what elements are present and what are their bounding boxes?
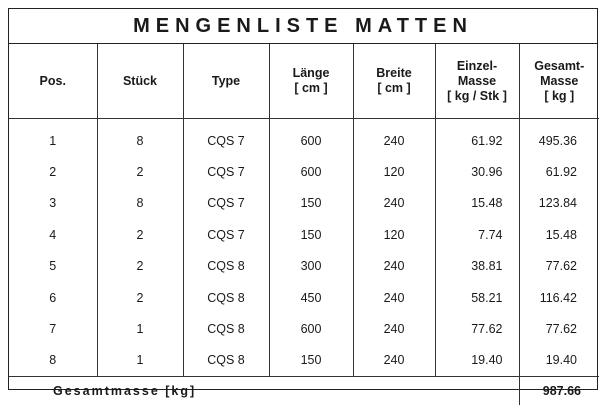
cell-gesamtmasse: 19.40 xyxy=(519,345,599,377)
cell-stueck: 1 xyxy=(97,345,183,377)
cell-einzelmasse: 15.48 xyxy=(435,188,519,219)
cell-einzelmasse: 30.96 xyxy=(435,156,519,187)
cell-pos: 8 xyxy=(49,353,57,368)
header-pos: Pos. xyxy=(9,44,97,119)
table-row xyxy=(9,188,599,219)
cell-breite: 240 xyxy=(353,119,435,157)
cell-breite: 240 xyxy=(353,313,435,344)
header-einzelmasse: Einzel- Masse [ kg / Stk ] xyxy=(435,44,519,119)
cell-einzelmasse: 7.74 xyxy=(435,219,519,250)
cell-type: CQS 8 xyxy=(183,345,269,377)
cell-einzelmasse: 58.21 xyxy=(435,282,519,313)
table-row xyxy=(9,251,599,282)
cell-laenge: 600 xyxy=(269,156,353,187)
cell-breite: 240 xyxy=(353,188,435,219)
cell-stueck: 2 xyxy=(97,156,183,187)
cell-pos: 5 xyxy=(49,259,57,274)
cell-pos: 4 xyxy=(49,227,57,242)
cell-laenge: 600 xyxy=(269,313,353,344)
cell-pos: 7 xyxy=(49,322,57,337)
cell-stueck: 2 xyxy=(97,282,183,313)
table-row xyxy=(9,156,599,187)
cell-pos: 1 xyxy=(49,133,57,148)
cell-gesamtmasse: 123.84 xyxy=(519,188,599,219)
title-row xyxy=(9,9,597,44)
cell-einzelmasse: 19.40 xyxy=(435,345,519,377)
cell-gesamtmasse: 61.92 xyxy=(519,156,599,187)
header-gesamtmasse: Gesamt- Masse [ kg ] xyxy=(519,44,599,119)
cell-breite: 240 xyxy=(353,251,435,282)
cell-einzelmasse: 38.81 xyxy=(435,251,519,282)
cell-breite: 120 xyxy=(353,156,435,187)
cell-gesamtmasse: 77.62 xyxy=(519,251,599,282)
header-breite: Breite [ cm ] xyxy=(353,44,435,119)
cell-laenge: 150 xyxy=(269,188,353,219)
cell-stueck: 8 xyxy=(97,188,183,219)
cell-einzelmasse: 77.62 xyxy=(435,313,519,344)
mats-table xyxy=(9,44,599,405)
cell-laenge: 300 xyxy=(269,251,353,282)
cell-breite: 240 xyxy=(353,345,435,377)
cell-stueck: 8 xyxy=(97,119,183,157)
table-row xyxy=(9,119,599,157)
cell-type: CQS 7 xyxy=(183,156,269,187)
cell-type: CQS 7 xyxy=(183,219,269,250)
cell-einzelmasse: 61.92 xyxy=(435,119,519,157)
cell-breite: 120 xyxy=(353,219,435,250)
page-title: MENGENLISTE MATTEN xyxy=(133,14,473,37)
table-row xyxy=(9,282,599,313)
quantity-list-sheet xyxy=(8,8,598,399)
cell-gesamtmasse: 77.62 xyxy=(519,313,599,344)
cell-type: CQS 7 xyxy=(183,188,269,219)
cell-stueck: 2 xyxy=(97,251,183,282)
cell-type: CQS 7 xyxy=(183,119,269,157)
cell-pos: 6 xyxy=(49,290,57,305)
table-row xyxy=(9,345,599,377)
cell-pos: 2 xyxy=(49,165,57,180)
cell-stueck: 2 xyxy=(97,219,183,250)
cell-laenge: 600 xyxy=(269,119,353,157)
header-row xyxy=(9,44,599,119)
total-value: 987.66 xyxy=(519,377,599,405)
table-row xyxy=(9,313,599,344)
header-type: Type xyxy=(183,44,269,119)
cell-type: CQS 8 xyxy=(183,282,269,313)
total-row xyxy=(9,377,599,405)
cell-gesamtmasse: 15.48 xyxy=(519,219,599,250)
cell-type: CQS 8 xyxy=(183,251,269,282)
cell-type: CQS 8 xyxy=(183,313,269,344)
cell-laenge: 150 xyxy=(269,345,353,377)
table-row xyxy=(9,219,599,250)
cell-laenge: 450 xyxy=(269,282,353,313)
cell-gesamtmasse: 495.36 xyxy=(519,119,599,157)
cell-gesamtmasse: 116.42 xyxy=(519,282,599,313)
cell-breite: 240 xyxy=(353,282,435,313)
cell-stueck: 1 xyxy=(97,313,183,344)
total-label: Gesamtmasse [kg] xyxy=(9,377,519,405)
cell-laenge: 150 xyxy=(269,219,353,250)
header-laenge: Länge [ cm ] xyxy=(269,44,353,119)
header-stueck: Stück xyxy=(97,44,183,119)
cell-pos: 3 xyxy=(49,196,57,211)
